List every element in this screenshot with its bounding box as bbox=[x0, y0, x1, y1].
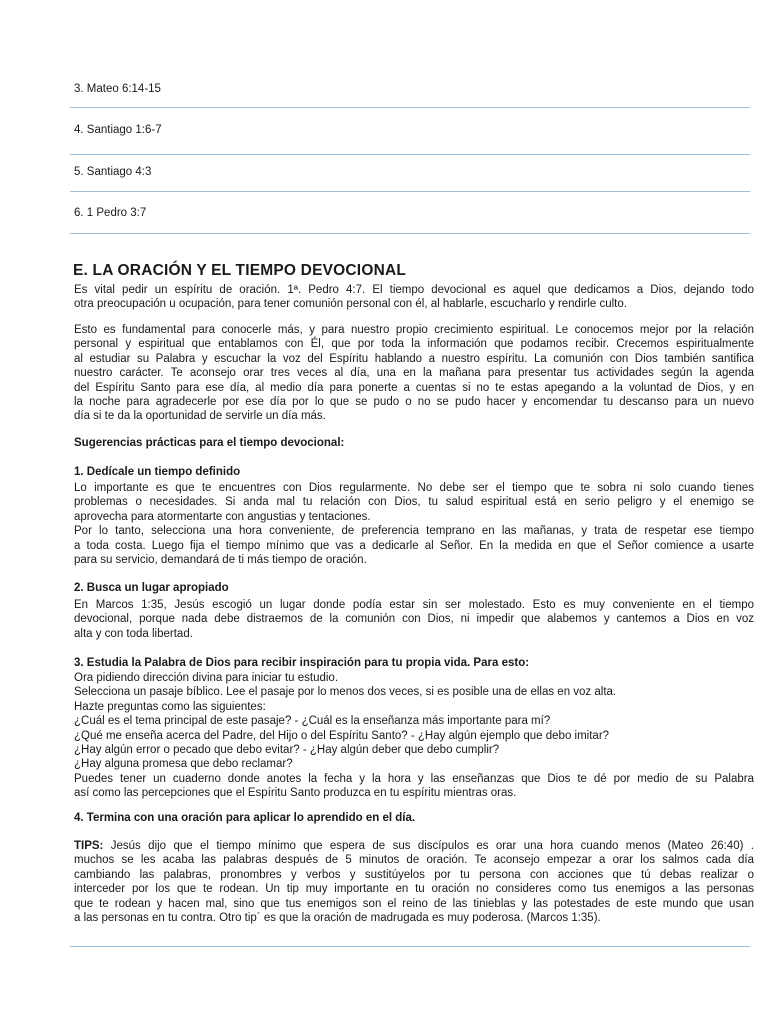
reference-item: 3. Mateo 6:14-15 bbox=[74, 83, 161, 95]
divider-line bbox=[70, 191, 750, 192]
section-title: E. LA ORACIÓN Y EL TIEMPO DEVOCIONAL bbox=[73, 262, 407, 279]
paragraph-line: En Marcos 1:35, Jesús escogió un lugar donde podía estar sin ser molestado. Esto es muy conveniente en el tiempo bbox=[74, 599, 754, 611]
paragraph-line: ¿Qué me enseña acerca del Padre, del Hijo o del Espíritu Santo? - ¿Hay algún ejemplo que debo imitar? bbox=[74, 729, 610, 742]
paragraph-line: Selecciona un pasaje bíblico. Lee el pasaje por lo menos dos veces, si es posible una de ellas en voz alta. bbox=[74, 686, 617, 699]
paragraph-line: ¿Hay alguna promesa que debo reclamar? bbox=[74, 758, 293, 771]
divider-line bbox=[70, 154, 750, 155]
item-2-heading: 2. Busca un lugar apropiado bbox=[74, 582, 229, 594]
paragraph-line: a toda costa. Luego fija el tiempo mínimo que vas a dedicarle al Señor. En la medida en que el Señor comience a usarte bbox=[74, 539, 754, 552]
divider-line bbox=[70, 107, 750, 108]
paragraph-line: Por lo tanto, selecciona una hora conveniente, de preferencia temprano en las mañanas, y trata de respetar ese tiempo bbox=[74, 525, 754, 538]
paragraph-line: devocional, porque nada debe distraemos de la comunión con Dios, ni impedir que alabemos y cantemos a Dios en voz bbox=[74, 613, 754, 626]
paragraph-line: interceder por los que te rodean. Un tip muy importante en tu oración no consideres como tus enemigos a las personas bbox=[74, 883, 754, 896]
paragraph-line: día si te da la oportunidad de servirle un día más. bbox=[74, 410, 326, 423]
suggestions-title: Sugerencias prácticas para el tiempo devocional: bbox=[74, 437, 345, 449]
item-3-paragraph bbox=[74, 671, 754, 772]
paragraph-line: a las personas en tu contra. Otro tip´ es que la oración de madrugada es muy poderosa. (Marcos 1:35). bbox=[74, 912, 601, 925]
paragraph-line: la noche para agradecerle por ese día por lo que se pudo o no se pudo hacer y encomendar tu descanso para un nuevo bbox=[74, 396, 754, 409]
divider-line bbox=[70, 233, 750, 234]
paragraph-line bbox=[74, 839, 754, 853]
paragraph-line: aprovecha para atormentarte con angustias y tentaciones. bbox=[74, 510, 371, 523]
importance-paragraph bbox=[74, 323, 754, 424]
paragraph-line: muchos se les acaba las palabras después de 5 minutos de oración. Te aconsejo empezar a orar los salmos cada día bbox=[74, 854, 754, 867]
paragraph-line: otra preocupación u ocupación, para tener comunión personal con él, al hablarle, escucharlo y rendirle culto. bbox=[74, 298, 627, 311]
paragraph-line: Hazte preguntas como las siguientes: bbox=[74, 700, 266, 713]
paragraph-line: ¿Hay algún error o pecado que debo evitar? - ¿Hay algún deber que debo cumplir? bbox=[74, 744, 500, 757]
reference-item: 4. Santiago 1:6-7 bbox=[74, 124, 162, 136]
item-4-heading: 4. Termina con una oración para aplicar lo aprendido en el día. bbox=[74, 812, 416, 824]
paragraph-line: alta y con toda libertad. bbox=[74, 627, 193, 640]
item-2-paragraph bbox=[74, 598, 754, 641]
paragraph-line: así como las percepciones que el Espíritu Santo produzca en tu espíritu mientras oras. bbox=[74, 787, 517, 800]
paragraph-line: Lo importante es que te encuentres con Dios regularmente. No debe ser el tiempo que te sobra ni solo cuando tienes bbox=[74, 482, 754, 494]
paragraph-line: para su servicio, demandará de ti más tiempo de oración. bbox=[74, 554, 367, 567]
reference-item: 5. Santiago 4:3 bbox=[74, 166, 152, 178]
paragraph-line: Esto es fundamental para conocerle más, y para nuestro propio crecimiento espiritual. Le conocemos mejor por la relación bbox=[74, 324, 754, 336]
intro-paragraph bbox=[74, 283, 754, 312]
paragraph-line: al estudiar su Palabra y escuchar la voz del Espíritu hablando a nuestro espíritu. La comunión con Dios también santifica bbox=[74, 352, 754, 365]
divider-line bbox=[70, 946, 750, 947]
paragraph-line: ¿Cuál es el tema principal de este pasaje? - ¿Cuál es la enseñanza más importante para mí? bbox=[74, 715, 551, 728]
tips-first-line: Jesús dijo que el tiempo mínimo que espera de sus discípulos es orar una hora cuando menos (Mateo 26:40) . bbox=[103, 840, 754, 852]
tips-paragraph bbox=[74, 839, 754, 925]
paragraph-line: Ora pidiendo dirección divina para iniciar tu estudio. bbox=[74, 672, 339, 684]
paragraph-line: Es vital pedir un espíritu de oración. 1ª. Pedro 4:7. El tiempo devocional es aquel que dedicamos a Dios, dejando todo bbox=[74, 284, 754, 296]
item-1-heading: 1. Dedícale un tiempo definido bbox=[74, 466, 241, 478]
paragraph-line: Puedes tener un cuaderno donde anotes la fecha y la hora y las enseñanzas que Dios te dé por medio de su Palabra bbox=[74, 773, 754, 785]
item-3-notebook-paragraph bbox=[74, 772, 754, 801]
paragraph-line: del Espíritu Santo para ese día, al medio día para ponerte a cuentas si no te estas apegando a la voluntad de Dios, y en bbox=[74, 381, 754, 394]
paragraph-line: nuestro carácter. Te aconsejo orar tres veces al día, una en la mañana para presentar tus actividades según la agenda bbox=[74, 367, 754, 380]
paragraph-line: personal y espiritual que entablamos con Él, que por toda la información que podamos recibir. Crecemos espiritualmente bbox=[74, 338, 754, 351]
paragraph-line: problemas o necesidades. Si anda mal tu relación con Dios, tu salud espiritual está en serio peligro y el enemigo se bbox=[74, 496, 754, 509]
item-3-heading: 3. Estudia la Palabra de Dios para recibir inspiración para tu propia vida. Para esto: bbox=[74, 657, 530, 669]
item-1-paragraph bbox=[74, 481, 754, 567]
paragraph-line: cambiando las palabras, pronombres y verbos y sustitúyelos por tu persona con acciones que tú debas realizar o bbox=[74, 868, 754, 881]
paragraph-line: que te rodean y hacen mal, sino que tus enemigos son el reino de las tinieblas y las potestades de este mundo que usan bbox=[74, 897, 754, 910]
reference-item: 6. 1 Pedro 3:7 bbox=[74, 207, 147, 219]
tips-label: TIPS: bbox=[74, 840, 104, 852]
